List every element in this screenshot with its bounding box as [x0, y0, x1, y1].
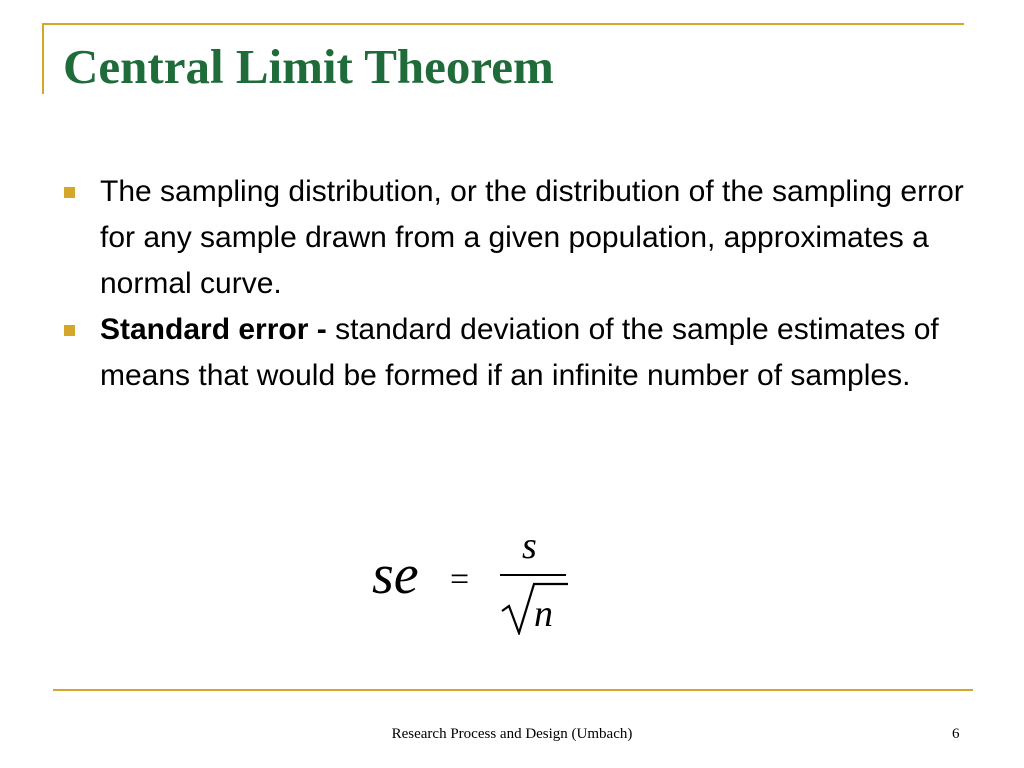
- bullet-list: [64, 169, 994, 399]
- title-frame-top-line: [42, 23, 964, 25]
- formula-lhs: se: [372, 544, 419, 606]
- slide-title: Central Limit Theorem: [63, 39, 554, 94]
- bullet-text: The sampling distribution, or the distribution of the sampling error for any sample drawn from a given population, approximates a normal curve.: [100, 175, 964, 300]
- title-frame-left-line: [42, 23, 44, 94]
- formula-numerator: s: [522, 525, 537, 567]
- bullet-text: standard deviation of the sample estimates of means that would be formed if an infinite number of samples.: [100, 313, 939, 392]
- page-number: 6: [952, 726, 960, 742]
- footer-rule: [53, 689, 973, 691]
- bullet-term: Standard error -: [100, 313, 327, 346]
- bullet-item-standard-error: [64, 307, 994, 399]
- slide-footer: Research Process and Design (Umbach): [391, 726, 633, 742]
- bullet-item-sampling-distribution: [64, 169, 994, 307]
- formula-fraction-bar: [500, 574, 566, 576]
- square-bullet-icon: [64, 325, 75, 336]
- formula-equals-sign: =: [450, 561, 470, 598]
- square-bullet-icon: [64, 187, 75, 198]
- standard-error-formula: [372, 525, 582, 645]
- formula-denominator: n: [534, 593, 553, 635]
